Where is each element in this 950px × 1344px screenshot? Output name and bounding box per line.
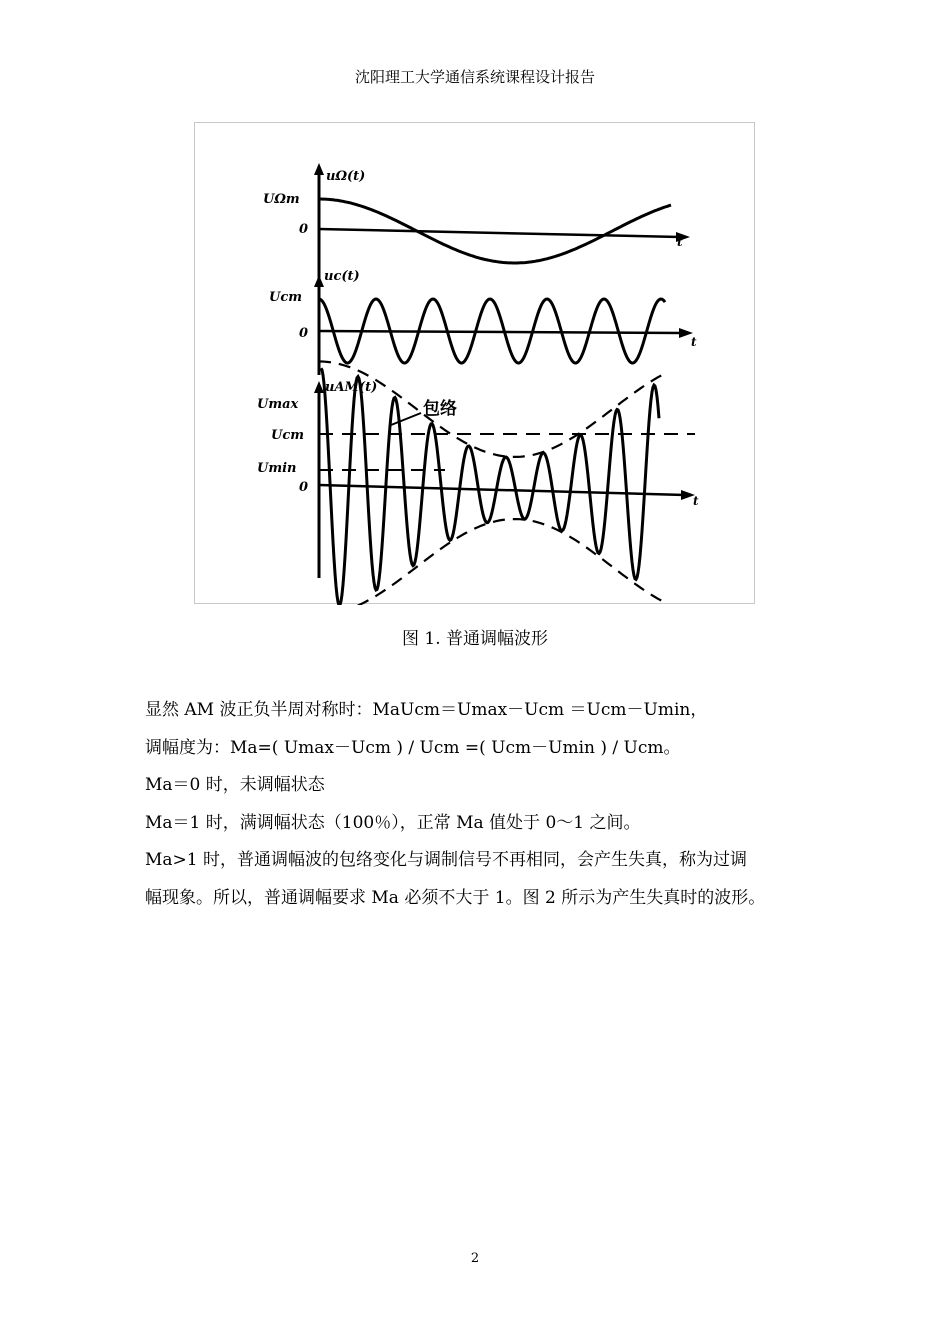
paragraph-line: Ma>1 时，普通调幅波的包络变化与调制信号不再相同，会产生失真，称为过调 xyxy=(145,850,748,870)
panel2-t-label: t xyxy=(691,335,697,349)
panel1-amp-label: UΩm xyxy=(263,192,300,207)
panel2-y-arrow xyxy=(314,275,324,287)
panel1-y-arrow xyxy=(314,163,324,175)
page-header: 沈阳理工大学通信系统课程设计报告 xyxy=(354,68,595,86)
panel3-zero-label: 0 xyxy=(299,480,309,495)
paragraph-line: 幅现象。所以，普通调幅要求 Ma 必须不大于 1。图 2 所示为产生失真时的波形。 xyxy=(145,887,766,908)
panel1-t-label: t xyxy=(677,235,683,249)
panel3-t-axis xyxy=(319,485,685,495)
upper-envelope xyxy=(319,362,667,457)
figure-caption: 图 1. 普通调幅波形 xyxy=(401,629,549,649)
page-number: 2 xyxy=(470,1251,480,1266)
panel1-zero-label: 0 xyxy=(299,222,309,237)
modulating-signal-panel xyxy=(263,163,690,285)
panel2-amp-label: Ucm xyxy=(269,290,303,305)
envelope-pointer xyxy=(391,413,421,425)
panel3-min-label: Umin xyxy=(257,461,297,476)
panel3-t-label: t xyxy=(693,494,699,508)
panel3-cm-label: Ucm xyxy=(271,428,305,443)
panel1-t-axis xyxy=(319,229,680,237)
panel3-max-label: Umax xyxy=(257,397,299,412)
carrier-panel xyxy=(269,269,697,375)
body-text xyxy=(145,692,810,917)
paragraph-line: Ma＝0 时，未调幅状态 xyxy=(145,775,325,795)
panel1-ylabel: uΩ(t) xyxy=(326,169,366,184)
panel2-ylabel: uc(t) xyxy=(324,269,360,284)
am-waveform-figure xyxy=(194,122,755,604)
panel3-ylabel: uAM(t) xyxy=(325,380,378,395)
envelope-label: 包络 xyxy=(423,399,457,419)
panel2-zero-label: 0 xyxy=(299,326,309,341)
paragraph-line: 显然 AM 波正负半周对称时：MaUcm＝Umax－Ucm ＝Ucm－Umin， xyxy=(145,700,708,720)
am-wave-panel xyxy=(257,362,699,606)
paragraph-line: Ma＝1 时，满调幅状态（100％），正常 Ma 值处于 0～1 之间。 xyxy=(145,812,641,833)
panel2-t-axis xyxy=(319,331,683,333)
paragraph-line: 调幅度为：Ma=( Umax－Ucm ) / Ucm =( Ucm－Umin ) / Ucm。 xyxy=(145,737,681,758)
